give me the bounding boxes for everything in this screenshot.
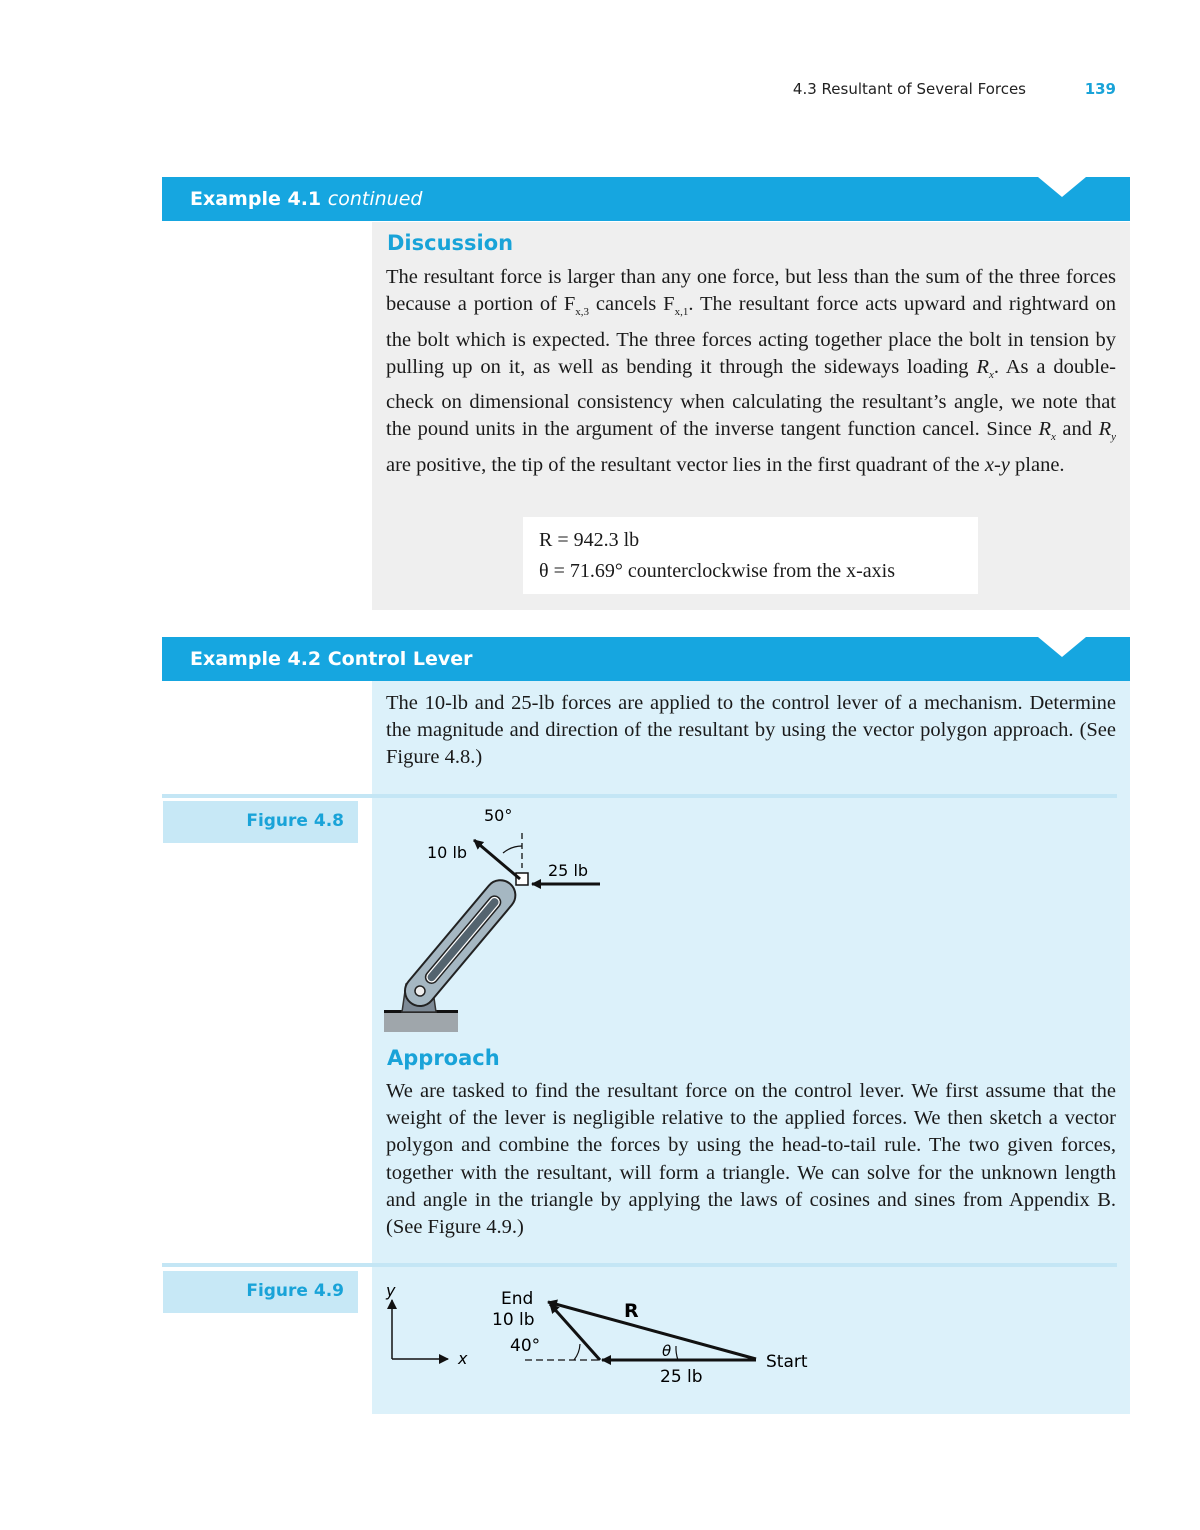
example-4-1-suffix: continued (327, 188, 423, 210)
angle-arc (503, 846, 522, 853)
figure-rule (162, 1263, 1117, 1267)
running-head (700, 80, 1118, 102)
example-4-1-label: Example 4.1 (190, 188, 322, 210)
theta-arc (676, 1346, 678, 1360)
figure-4-8-tab (163, 801, 358, 843)
control-lever (399, 874, 522, 1012)
figure-4-9-label: Figure 4.9 (246, 1281, 344, 1301)
section-title: 4.3 Resultant of Several Forces (792, 80, 1026, 98)
bar-notch (1038, 177, 1086, 197)
example-4-2-bar (162, 637, 1130, 681)
example-4-1-bar (162, 177, 1130, 221)
approach-heading: Approach (387, 1046, 500, 1070)
angle-40-label: 40° (510, 1336, 541, 1356)
angle-label: 50° (484, 806, 513, 825)
result-box (523, 517, 978, 594)
start-label: Start (766, 1352, 808, 1372)
figure-4-9-tab (163, 1271, 358, 1313)
example-4-2-label: Example 4.2 Control Lever (190, 648, 473, 670)
theta-label: θ (662, 1342, 672, 1360)
figure-4-9-vector-polygon (380, 1278, 830, 1390)
page-number: 139 (1084, 80, 1116, 98)
result-magnitude: R = 942.3 lb (539, 529, 640, 551)
force-10lb-label: 10 lb (492, 1310, 535, 1330)
figure-4-8-lever-diagram (380, 800, 620, 1035)
figure-4-8-label: Figure 4.8 (246, 811, 344, 831)
end-label: End (501, 1289, 534, 1309)
x-axis-label: x (458, 1349, 468, 1368)
discussion-text: The resultant force is larger than any one force, but less than the sum of the three forces because a portion of $F_{x,3}$ cancels $F_{x,1}$. The resultant force acts upward and rightward on the bolt which is expected. The three forces acting together place the bolt in tension by pulling up on it, as well as bending it through the sideways loading $R_x$. As a double-check on dimensional consistency when calculating the resultant’s angle, we note that the pound units in the argument of the inverse tangent function cancel. Since $R_x$ and $R_y$ are positive, the tip of the resultant vector lies in the first quadrant of the x-y plane. (386, 266, 1117, 476)
force-10lb-label: 10 lb (427, 843, 468, 862)
bar-notch (1038, 637, 1086, 657)
problem-text: The 10-lb and 25-lb forces are applied to the control lever of a mechanism. Determine the magnitude and direction of the resultant by using the vector polygon approach. (See Figure 4.8.) (386, 692, 1116, 769)
ground-base (384, 1012, 458, 1032)
force-10lb-vector (550, 1304, 600, 1360)
discussion-heading: Discussion (387, 231, 514, 255)
force-25lb-label: 25 lb (660, 1367, 703, 1387)
angle-40-arc (574, 1344, 580, 1360)
force-25lb-label: 25 lb (548, 861, 589, 880)
approach-text: We are tasked to find the resultant force on the control lever. We first assume that the weight of the lever is negligible relative to the applied forces. We then sketch a vector polygon and combine the forces by using the head-to-tail rule. The two given forces, together with the resultant, will form a triangle. We can solve for the unknown length and angle in the triangle by applying the laws of cosines and sines from Appendix B. (See Figure 4.9.) (386, 1080, 1116, 1239)
resultant-label: R (624, 1300, 639, 1322)
y-axis-label: y (386, 1281, 396, 1300)
figure-rule (162, 794, 1117, 798)
result-angle: θ = 71.69° counterclockwise from the x-axis (539, 560, 895, 582)
force-10lb-arrow (474, 840, 520, 879)
